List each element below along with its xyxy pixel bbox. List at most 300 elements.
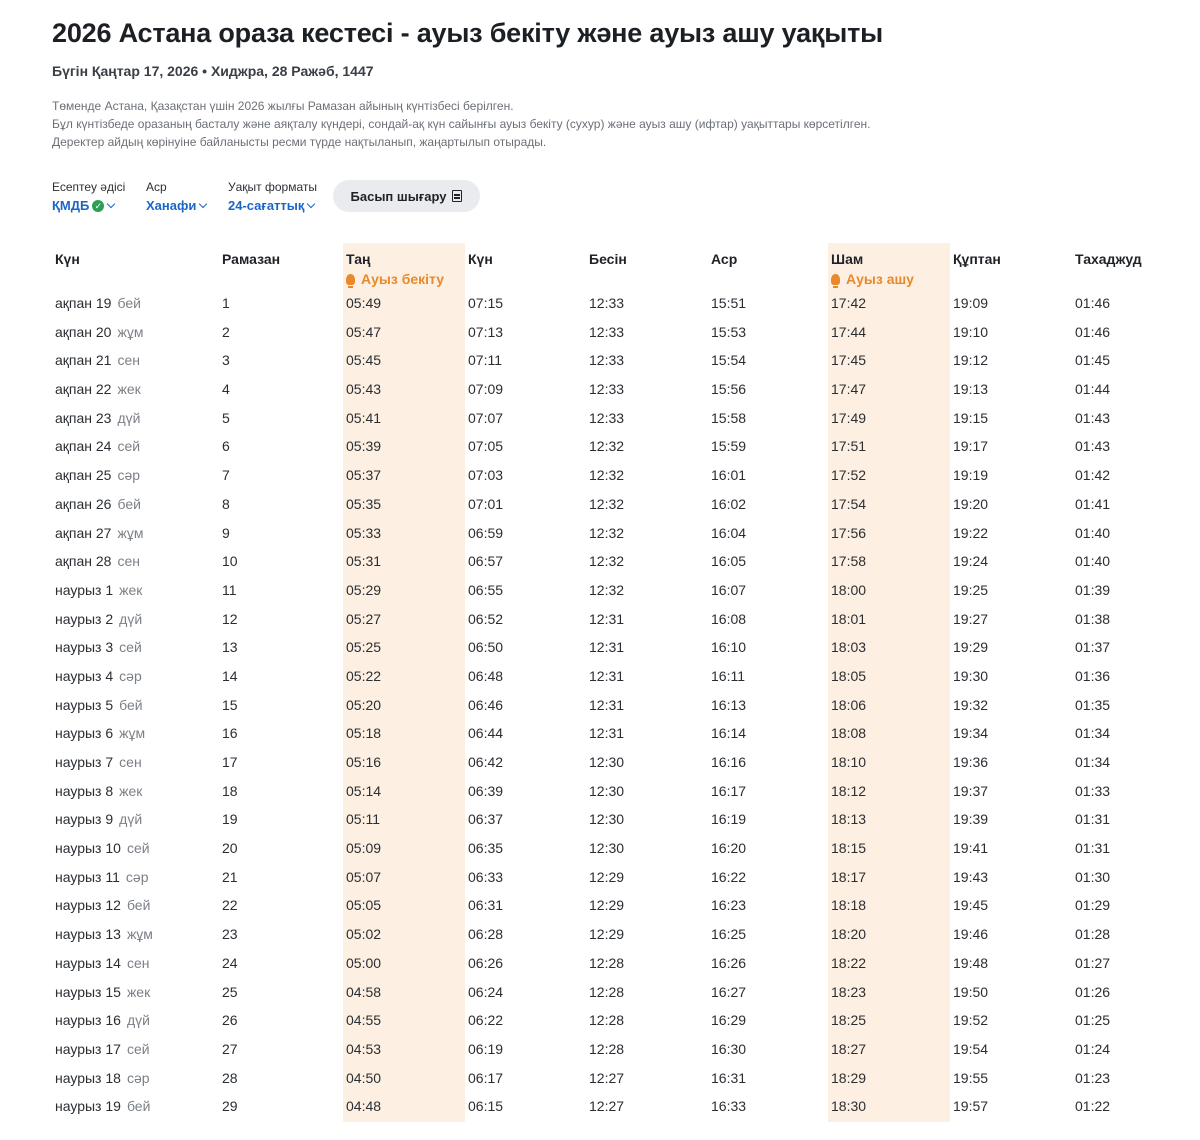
table-row	[52, 548, 1152, 577]
gregorian-date: ақпан 28	[55, 553, 112, 570]
isha-time-cell: 19:24	[953, 553, 989, 570]
table-row	[52, 634, 1152, 663]
dhuhr-time-cell: 12:29	[589, 868, 625, 885]
tahajjud-time-cell: 01:26	[1075, 983, 1111, 1000]
weekday-abbr: бей	[119, 696, 143, 713]
tahajjud-time-cell: 01:35	[1075, 696, 1111, 713]
asr-time-cell: 16:16	[711, 754, 747, 770]
maghrib-time-cell: 17:42	[831, 295, 867, 311]
lamp-icon	[346, 274, 355, 285]
asr-dropdown[interactable]	[146, 198, 206, 213]
asr-time-cell: 16:04	[711, 524, 747, 541]
sunrise-time-cell: 06:42	[468, 754, 504, 770]
table-row	[52, 692, 1152, 721]
gregorian-date: ақпан 25	[55, 467, 112, 484]
asr-time-cell: 15:53	[711, 323, 747, 340]
tahajjud-time-cell: 01:27	[1075, 954, 1111, 971]
asr-time-cell: 16:14	[711, 725, 747, 742]
date-cell	[55, 984, 150, 1000]
maghrib-time-cell: 17:51	[831, 438, 867, 455]
table-body	[52, 290, 1152, 1122]
fajr-time-cell: 04:50	[346, 1069, 382, 1086]
ramadan-day-cell: 7	[222, 467, 230, 484]
table-row	[52, 433, 1152, 462]
date-cell	[55, 582, 142, 598]
date-cell	[55, 553, 140, 569]
asr-time-cell: 16:33	[711, 1098, 747, 1115]
gregorian-date: наурыз 5	[55, 696, 114, 713]
table-row	[52, 606, 1152, 635]
fajr-time-cell: 05:45	[346, 352, 382, 369]
isha-time-cell: 19:12	[953, 352, 989, 369]
table-row	[52, 347, 1152, 376]
tahajjud-time-cell: 01:28	[1075, 926, 1111, 943]
gregorian-date: наурыз 4	[55, 667, 114, 684]
column-header-maghrib	[831, 251, 914, 287]
tahajjud-time-cell: 01:40	[1075, 524, 1111, 541]
sunrise-time-cell: 07:07	[468, 409, 504, 426]
isha-time-cell: 19:57	[953, 1098, 989, 1115]
isha-time-cell: 19:32	[953, 696, 989, 713]
dhuhr-time-cell: 12:32	[589, 467, 625, 484]
column-header-tahajjud: Тахаджуд	[1075, 251, 1142, 267]
isha-time-cell: 19:37	[953, 782, 989, 799]
dhuhr-time-cell: 12:31	[589, 696, 625, 713]
maghrib-time-cell: 17:54	[831, 495, 867, 512]
maghrib-time-cell: 18:10	[831, 754, 867, 770]
fajr-time-cell: 05:02	[346, 926, 382, 943]
dhuhr-time-cell: 12:31	[589, 725, 625, 742]
asr-time-cell: 16:25	[711, 926, 747, 943]
date-cell	[55, 525, 143, 541]
maghrib-time-cell: 18:29	[831, 1069, 867, 1086]
date-cell	[55, 840, 150, 856]
dhuhr-time-cell: 12:30	[589, 782, 625, 799]
asr-time-cell: 15:59	[711, 438, 747, 455]
dhuhr-time-cell: 12:28	[589, 1040, 625, 1057]
maghrib-time-cell: 17:44	[831, 323, 867, 340]
fajr-time-cell: 05:16	[346, 754, 382, 770]
sunrise-time-cell: 06:37	[468, 811, 504, 828]
tahajjud-time-cell: 01:44	[1075, 381, 1111, 398]
isha-time-cell: 19:45	[953, 897, 989, 914]
calc-method-control	[52, 180, 125, 213]
fajr-time-cell: 05:37	[346, 467, 382, 484]
ramadan-day-cell: 18	[222, 782, 238, 799]
date-cell	[55, 381, 141, 397]
weekday-abbr: жек	[119, 782, 143, 799]
weekday-abbr: бей	[126, 1098, 151, 1115]
ramadan-day-cell: 1	[222, 295, 230, 311]
table-row	[52, 806, 1152, 835]
table-row	[52, 577, 1152, 606]
dhuhr-time-cell: 12:27	[589, 1069, 625, 1086]
fajr-time-cell: 04:53	[346, 1040, 382, 1057]
ramadan-day-cell: 13	[222, 639, 238, 656]
sunrise-time-cell: 06:50	[468, 639, 504, 656]
table-row	[52, 290, 1152, 319]
tahajjud-time-cell: 01:31	[1075, 811, 1111, 828]
maghrib-time-cell: 18:30	[831, 1098, 867, 1115]
fajr-time-cell: 05:47	[346, 323, 382, 340]
asr-time-cell: 15:54	[711, 352, 747, 369]
tahajjud-time-cell: 01:41	[1075, 495, 1111, 512]
sunrise-time-cell: 06:46	[468, 696, 504, 713]
isha-time-cell: 19:55	[953, 1069, 989, 1086]
print-button[interactable]	[333, 180, 480, 212]
maghrib-time-cell: 18:15	[831, 840, 867, 857]
asr-time-cell: 15:51	[711, 295, 747, 311]
gregorian-date: наурыз 11	[55, 868, 120, 885]
maghrib-time-cell: 18:27	[831, 1040, 867, 1057]
table-row	[52, 663, 1152, 692]
date-cell	[55, 783, 142, 799]
table-row	[52, 979, 1152, 1008]
tahajjud-time-cell: 01:43	[1075, 409, 1111, 426]
asr-time-cell: 16:23	[711, 897, 747, 914]
gregorian-date: наурыз 12	[55, 897, 121, 914]
dhuhr-time-cell: 12:28	[589, 983, 625, 1000]
gregorian-date: наурыз 14	[55, 954, 121, 971]
sunrise-time-cell: 07:09	[468, 381, 504, 398]
dhuhr-time-cell: 12:31	[589, 610, 625, 627]
ramadan-day-cell: 14	[222, 667, 238, 684]
chevron-down-icon	[199, 199, 207, 207]
sunrise-time-cell: 07:13	[468, 323, 504, 340]
maghrib-time-cell: 17:49	[831, 409, 867, 426]
weekday-abbr: дүй	[119, 811, 143, 828]
asr-value: Ханафи	[146, 198, 197, 213]
maghrib-time-cell: 18:05	[831, 667, 867, 684]
gregorian-date: наурыз 19	[55, 1098, 121, 1115]
weekday-abbr: жұм	[117, 524, 144, 541]
dhuhr-time-cell: 12:30	[589, 811, 625, 828]
gregorian-date: наурыз 9	[55, 811, 114, 828]
gregorian-date: ақпан 24	[55, 438, 112, 455]
fajr-time-cell: 04:55	[346, 1012, 382, 1029]
maghrib-time-cell: 18:25	[831, 1012, 867, 1029]
asr-control	[146, 180, 206, 213]
description-line: Төменде Астана, Қазақстан үшін 2026 жылғы Рамазан айының күнтізбесі берілген.	[52, 99, 514, 113]
verified-check-icon: ✓	[92, 200, 104, 212]
calc-method-dropdown[interactable]	[52, 198, 125, 213]
fajr-time-cell: 05:35	[346, 495, 382, 512]
fajr-time-cell: 05:14	[346, 782, 382, 799]
fajr-time-cell: 05:31	[346, 553, 382, 570]
asr-time-cell: 15:56	[711, 381, 747, 398]
table-row	[52, 720, 1152, 749]
tahajjud-time-cell: 01:22	[1075, 1098, 1111, 1115]
weekday-abbr: сен	[117, 553, 141, 570]
date-cell	[55, 869, 148, 885]
tahajjud-time-cell: 01:23	[1075, 1069, 1111, 1086]
ramadan-day-cell: 25	[222, 983, 238, 1000]
date-cell	[55, 725, 145, 741]
asr-time-cell: 16:31	[711, 1069, 747, 1086]
sunrise-time-cell: 06:22	[468, 1012, 504, 1029]
ramadan-day-cell: 28	[222, 1069, 238, 1086]
date-cell	[55, 467, 140, 483]
fajr-time-cell: 05:49	[346, 295, 382, 311]
iftar-sublabel	[831, 271, 914, 287]
date-cell	[55, 811, 142, 827]
description-line: Бұл күнтізбеде оразаның басталу және аяқталу күндері, сондай-ақ күн сайынғы ауыз бекіту (сухур) және ауыз ашу (ифтар) уақыттары көрсетілген.	[52, 117, 871, 131]
fajr-time-cell: 05:09	[346, 840, 382, 857]
dhuhr-time-cell: 12:33	[589, 352, 625, 369]
fajr-time-cell: 05:27	[346, 610, 382, 627]
weekday-abbr: дүй	[119, 610, 143, 627]
asr-time-cell: 15:58	[711, 409, 747, 426]
weekday-abbr: сен	[119, 754, 142, 770]
ramadan-day-cell: 5	[222, 409, 230, 426]
isha-time-cell: 19:34	[953, 725, 989, 742]
sunrise-time-cell: 06:15	[468, 1098, 504, 1115]
table-row	[52, 376, 1152, 405]
ramadan-day-cell: 15	[222, 696, 238, 713]
date-cell	[55, 897, 150, 913]
sunrise-time-cell: 07:11	[468, 352, 502, 369]
tahajjud-time-cell: 01:45	[1075, 352, 1111, 369]
gregorian-date: наурыз 2	[55, 610, 114, 627]
dhuhr-time-cell: 12:32	[589, 438, 625, 455]
asr-time-cell: 16:27	[711, 983, 747, 1000]
tahajjud-time-cell: 01:43	[1075, 438, 1111, 455]
fajr-header-label: Таң	[346, 251, 371, 267]
isha-time-cell: 19:20	[953, 495, 989, 512]
tahajjud-time-cell: 01:34	[1075, 725, 1111, 742]
maghrib-time-cell: 18:20	[831, 926, 867, 943]
date-cell	[55, 1041, 150, 1057]
isha-time-cell: 19:15	[953, 409, 989, 426]
page-description	[52, 97, 870, 151]
gregorian-date: наурыз 1	[55, 581, 114, 598]
asr-time-cell: 16:26	[711, 954, 747, 971]
isha-time-cell: 19:52	[953, 1012, 989, 1029]
isha-time-cell: 19:27	[953, 610, 989, 627]
ramadan-day-cell: 26	[222, 1012, 238, 1029]
table-row	[52, 1065, 1152, 1094]
isha-time-cell: 19:09	[953, 295, 989, 311]
isha-time-cell: 19:19	[953, 467, 989, 484]
isha-time-cell: 19:54	[953, 1040, 989, 1057]
weekday-abbr: жек	[117, 381, 141, 398]
gregorian-date: наурыз 7	[55, 754, 114, 770]
ramadan-day-cell: 8	[222, 495, 230, 512]
date-cell	[55, 639, 142, 655]
isha-time-cell: 19:30	[953, 667, 989, 684]
gregorian-date: наурыз 10	[55, 840, 121, 857]
column-header-isha: Құптан	[953, 251, 1001, 267]
time-format-dropdown[interactable]	[228, 198, 317, 213]
asr-time-cell: 16:05	[711, 553, 747, 570]
maghrib-time-cell: 18:17	[831, 868, 867, 885]
dhuhr-time-cell: 12:33	[589, 323, 625, 340]
today-date: Бүгін Қаңтар 17, 2026 • Хиджра, 28 Ражәб, 1447	[52, 63, 374, 79]
isha-time-cell: 19:48	[953, 954, 989, 971]
weekday-abbr: сей	[117, 438, 141, 455]
tahajjud-time-cell: 01:46	[1075, 295, 1111, 311]
ramadan-day-cell: 20	[222, 840, 238, 857]
sunrise-time-cell: 07:03	[468, 467, 504, 484]
ramadan-day-cell: 24	[222, 954, 238, 971]
tahajjud-time-cell: 01:31	[1075, 840, 1111, 857]
asr-time-cell: 16:17	[711, 782, 747, 799]
isha-time-cell: 19:29	[953, 639, 989, 656]
tahajjud-time-cell: 01:36	[1075, 667, 1111, 684]
maghrib-time-cell: 17:56	[831, 524, 867, 541]
maghrib-time-cell: 17:52	[831, 467, 867, 484]
weekday-abbr: дүй	[126, 1012, 150, 1029]
column-header-sunrise: Күн	[468, 251, 493, 267]
weekday-abbr: сәр	[117, 467, 141, 484]
tahajjud-time-cell: 01:24	[1075, 1040, 1111, 1057]
date-cell	[55, 410, 140, 426]
maghrib-header-label: Шам	[831, 251, 864, 267]
sunrise-time-cell: 06:26	[468, 954, 504, 971]
date-cell	[55, 926, 153, 942]
isha-time-cell: 19:17	[953, 438, 989, 455]
table-row	[52, 405, 1152, 434]
printer-icon	[452, 190, 462, 202]
weekday-abbr: дүй	[117, 409, 141, 426]
fajr-time-cell: 04:58	[346, 983, 382, 1000]
tahajjud-time-cell: 01:30	[1075, 868, 1111, 885]
maghrib-time-cell: 18:18	[831, 897, 867, 914]
page-title: 2026 Астана ораза кестесі - ауыз бекіту және ауыз ашу уақыты	[52, 18, 883, 48]
column-header-date: Күн	[55, 251, 80, 267]
date-cell	[55, 352, 140, 368]
ramadan-day-cell: 3	[222, 352, 230, 369]
ramadan-timetable	[52, 243, 1152, 1122]
date-cell	[55, 1012, 150, 1028]
weekday-abbr: бей	[117, 495, 141, 512]
dhuhr-time-cell: 12:33	[589, 295, 625, 311]
table-row	[52, 921, 1152, 950]
asr-label: Аср	[146, 180, 167, 194]
sunrise-time-cell: 06:57	[468, 553, 504, 570]
date-cell	[55, 697, 143, 713]
table-row	[52, 778, 1152, 807]
ramadan-day-cell: 11	[222, 581, 237, 598]
isha-time-cell: 19:43	[953, 868, 989, 885]
ramadan-day-cell: 21	[222, 868, 238, 885]
gregorian-date: наурыз 8	[55, 782, 114, 799]
asr-time-cell: 16:01	[711, 467, 747, 484]
fajr-time-cell: 05:05	[346, 897, 382, 914]
date-cell	[55, 668, 142, 684]
asr-time-cell: 16:20	[711, 840, 747, 857]
isha-time-cell: 19:36	[953, 754, 989, 770]
dhuhr-time-cell: 12:33	[589, 409, 625, 426]
ramadan-day-cell: 4	[222, 381, 230, 398]
dhuhr-time-cell: 12:28	[589, 954, 625, 971]
fajr-time-cell: 05:18	[346, 725, 382, 742]
tahajjud-time-cell: 01:42	[1075, 467, 1111, 484]
gregorian-date: наурыз 3	[55, 639, 114, 656]
weekday-abbr: жек	[119, 581, 143, 598]
fajr-time-cell: 05:20	[346, 696, 382, 713]
tahajjud-time-cell: 01:34	[1075, 754, 1111, 770]
isha-time-cell: 19:39	[953, 811, 989, 828]
gregorian-date: ақпан 22	[55, 381, 112, 398]
gregorian-date: ақпан 21	[55, 352, 112, 369]
gregorian-date: ақпан 20	[55, 323, 112, 340]
asr-time-cell: 16:29	[711, 1012, 747, 1029]
weekday-abbr: сәр	[126, 1069, 150, 1086]
fajr-time-cell: 05:11	[346, 811, 380, 828]
date-cell	[55, 496, 141, 512]
column-header-ramadan: Рамазан	[222, 251, 281, 267]
gregorian-date: ақпан 23	[55, 409, 112, 426]
weekday-abbr: сен	[117, 352, 141, 369]
ramadan-day-cell: 12	[222, 610, 238, 627]
maghrib-time-cell: 18:03	[831, 639, 867, 656]
gregorian-date: ақпан 26	[55, 495, 112, 512]
table-row	[52, 520, 1152, 549]
weekday-abbr: сен	[126, 954, 150, 971]
weekday-abbr: жұм	[117, 323, 144, 340]
fajr-time-cell: 05:22	[346, 667, 382, 684]
fajr-time-cell: 05:43	[346, 381, 382, 398]
sunrise-time-cell: 06:24	[468, 983, 504, 1000]
date-cell	[55, 955, 149, 971]
isha-time-cell: 19:41	[953, 840, 989, 857]
sunrise-time-cell: 06:28	[468, 926, 504, 943]
gregorian-date: наурыз 15	[55, 983, 121, 1000]
weekday-abbr: сей	[119, 639, 142, 656]
ramadan-day-cell: 19	[222, 811, 238, 828]
sunrise-time-cell: 06:55	[468, 581, 504, 598]
tahajjud-time-cell: 01:39	[1075, 581, 1111, 598]
sunrise-time-cell: 07:05	[468, 438, 504, 455]
dhuhr-time-cell: 12:29	[589, 926, 625, 943]
isha-time-cell: 19:10	[953, 323, 989, 340]
table-row	[52, 749, 1152, 778]
time-format-control	[228, 180, 317, 213]
tahajjud-time-cell: 01:46	[1075, 323, 1111, 340]
weekday-abbr: жек	[126, 983, 151, 1000]
fajr-time-cell: 05:25	[346, 639, 382, 656]
weekday-abbr: жұм	[119, 725, 146, 742]
dhuhr-time-cell: 12:32	[589, 495, 625, 512]
gregorian-date: наурыз 13	[55, 926, 121, 943]
ramadan-day-cell: 29	[222, 1098, 238, 1115]
tahajjud-time-cell: 01:29	[1075, 897, 1111, 914]
sunrise-time-cell: 06:48	[468, 667, 504, 684]
table-row	[52, 491, 1152, 520]
gregorian-date: наурыз 18	[55, 1069, 121, 1086]
weekday-abbr: сей	[126, 840, 150, 857]
maghrib-time-cell: 17:45	[831, 352, 867, 369]
isha-time-cell: 19:13	[953, 381, 989, 398]
sunrise-time-cell: 06:44	[468, 725, 504, 742]
sunrise-time-cell: 06:19	[468, 1040, 504, 1057]
chevron-down-icon	[107, 199, 115, 207]
dhuhr-time-cell: 12:32	[589, 553, 625, 570]
maghrib-time-cell: 18:13	[831, 811, 867, 828]
isha-time-cell: 19:22	[953, 524, 989, 541]
ramadan-day-cell: 27	[222, 1040, 238, 1057]
ramadan-day-cell: 17	[222, 754, 238, 770]
table-row	[52, 1093, 1152, 1122]
maghrib-time-cell: 18:01	[831, 610, 867, 627]
sunrise-time-cell: 06:17	[468, 1069, 504, 1086]
table-row	[52, 892, 1152, 921]
asr-time-cell: 16:22	[711, 868, 747, 885]
asr-time-cell: 16:19	[711, 811, 747, 828]
tahajjud-time-cell: 01:40	[1075, 553, 1111, 570]
date-cell	[55, 611, 142, 627]
